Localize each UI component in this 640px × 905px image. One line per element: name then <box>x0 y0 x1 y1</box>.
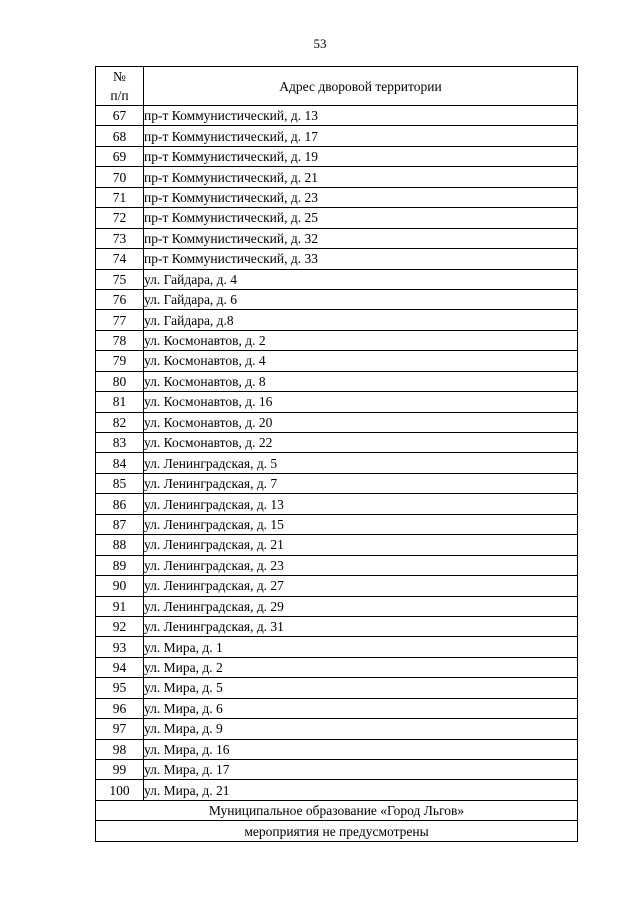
number-header-symbol: № <box>113 69 126 84</box>
row-address: ул. Гайдара, д. 4 <box>144 269 578 289</box>
table-row <box>96 657 578 677</box>
row-address: ул. Ленинградская, д. 15 <box>144 514 578 534</box>
table-row <box>96 596 578 616</box>
table-row <box>96 371 578 391</box>
row-number: 82 <box>96 412 144 432</box>
table-row <box>96 739 578 759</box>
section-note: мероприятия не предусмотрены <box>96 821 578 841</box>
table-row <box>96 269 578 289</box>
row-address: ул. Гайдара, д. 6 <box>144 289 578 309</box>
row-number: 86 <box>96 494 144 514</box>
row-address: ул. Ленинградская, д. 29 <box>144 596 578 616</box>
row-number: 72 <box>96 208 144 228</box>
table-row <box>96 187 578 207</box>
table-row <box>96 392 578 412</box>
row-address: ул. Мира, д. 6 <box>144 698 578 718</box>
row-address: пр-т Коммунистический, д. 25 <box>144 208 578 228</box>
table-row <box>96 535 578 555</box>
row-address: ул. Ленинградская, д. 31 <box>144 616 578 636</box>
row-address: ул. Ленинградская, д. 5 <box>144 453 578 473</box>
row-number: 89 <box>96 555 144 575</box>
table-row <box>96 760 578 780</box>
row-address: ул. Ленинградская, д. 21 <box>144 535 578 555</box>
row-address: пр-т Коммунистический, д. 33 <box>144 249 578 269</box>
row-address: ул. Мира, д. 17 <box>144 760 578 780</box>
table-row <box>96 351 578 371</box>
table-row <box>96 453 578 473</box>
row-number: 69 <box>96 146 144 166</box>
row-number: 97 <box>96 719 144 739</box>
table-row <box>96 167 578 187</box>
row-number: 74 <box>96 249 144 269</box>
table-row <box>96 555 578 575</box>
number-column-header <box>96 67 144 106</box>
table-row <box>96 514 578 534</box>
page-number: 53 <box>313 36 327 51</box>
row-number: 93 <box>96 637 144 657</box>
table-row <box>96 616 578 636</box>
row-address: ул. Ленинградская, д. 27 <box>144 576 578 596</box>
row-number: 70 <box>96 167 144 187</box>
row-address: ул. Ленинградская, д. 23 <box>144 555 578 575</box>
row-number: 75 <box>96 269 144 289</box>
address-table <box>95 66 578 842</box>
number-header-abbr: п/п <box>110 88 129 103</box>
table-row <box>96 106 578 126</box>
row-address: пр-т Коммунистический, д. 32 <box>144 228 578 248</box>
table-header-row <box>96 67 578 106</box>
section-title-row <box>96 800 578 820</box>
row-number: 85 <box>96 473 144 493</box>
row-number: 83 <box>96 433 144 453</box>
table-row <box>96 678 578 698</box>
section-note-row <box>96 821 578 841</box>
table-row <box>96 698 578 718</box>
row-number: 92 <box>96 616 144 636</box>
table-row <box>96 228 578 248</box>
row-address: ул. Мира, д. 5 <box>144 678 578 698</box>
row-address: ул. Космонавтов, д. 8 <box>144 371 578 391</box>
table-row <box>96 249 578 269</box>
table-row <box>96 126 578 146</box>
row-address: ул. Мира, д. 1 <box>144 637 578 657</box>
table-row <box>96 433 578 453</box>
address-column-header: Адрес дворовой территории <box>144 67 578 106</box>
row-address: ул. Космонавтов, д. 4 <box>144 351 578 371</box>
row-address: ул. Мира, д. 16 <box>144 739 578 759</box>
row-number: 90 <box>96 576 144 596</box>
row-address: ул. Мира, д. 21 <box>144 780 578 800</box>
row-number: 95 <box>96 678 144 698</box>
row-number: 71 <box>96 187 144 207</box>
row-number: 87 <box>96 514 144 534</box>
row-address: пр-т Коммунистический, д. 21 <box>144 167 578 187</box>
row-number: 67 <box>96 106 144 126</box>
table-row <box>96 780 578 800</box>
row-address: ул. Ленинградская, д. 7 <box>144 473 578 493</box>
row-number: 99 <box>96 760 144 780</box>
row-address: пр-т Коммунистический, д. 17 <box>144 126 578 146</box>
row-number: 98 <box>96 739 144 759</box>
row-address: пр-т Коммунистический, д. 19 <box>144 146 578 166</box>
row-number: 73 <box>96 228 144 248</box>
row-number: 81 <box>96 392 144 412</box>
row-address: ул. Космонавтов, д. 16 <box>144 392 578 412</box>
table-row <box>96 330 578 350</box>
row-number: 84 <box>96 453 144 473</box>
row-address: ул. Космонавтов, д. 22 <box>144 433 578 453</box>
row-address: ул. Космонавтов, д. 20 <box>144 412 578 432</box>
row-number: 80 <box>96 371 144 391</box>
row-address: ул. Мира, д. 2 <box>144 657 578 677</box>
row-address: пр-т Коммунистический, д. 23 <box>144 187 578 207</box>
table-row <box>96 412 578 432</box>
table-body <box>96 106 578 801</box>
row-number: 100 <box>96 780 144 800</box>
row-number: 96 <box>96 698 144 718</box>
row-address: ул. Космонавтов, д. 2 <box>144 330 578 350</box>
row-number: 68 <box>96 126 144 146</box>
table-row <box>96 208 578 228</box>
row-address: ул. Ленинградская, д. 13 <box>144 494 578 514</box>
table-row <box>96 289 578 309</box>
table-row <box>96 637 578 657</box>
row-number: 88 <box>96 535 144 555</box>
row-address: ул. Гайдара, д.8 <box>144 310 578 330</box>
row-number: 94 <box>96 657 144 677</box>
row-number: 79 <box>96 351 144 371</box>
table-row <box>96 576 578 596</box>
table-row <box>96 719 578 739</box>
row-address: ул. Мира, д. 9 <box>144 719 578 739</box>
row-number: 91 <box>96 596 144 616</box>
table-row <box>96 146 578 166</box>
row-number: 77 <box>96 310 144 330</box>
row-number: 78 <box>96 330 144 350</box>
table-row <box>96 494 578 514</box>
table-row <box>96 310 578 330</box>
section-title: Муниципальное образование «Город Льгов» <box>96 800 578 820</box>
table-row <box>96 473 578 493</box>
row-number: 76 <box>96 289 144 309</box>
row-address: пр-т Коммунистический, д. 13 <box>144 106 578 126</box>
